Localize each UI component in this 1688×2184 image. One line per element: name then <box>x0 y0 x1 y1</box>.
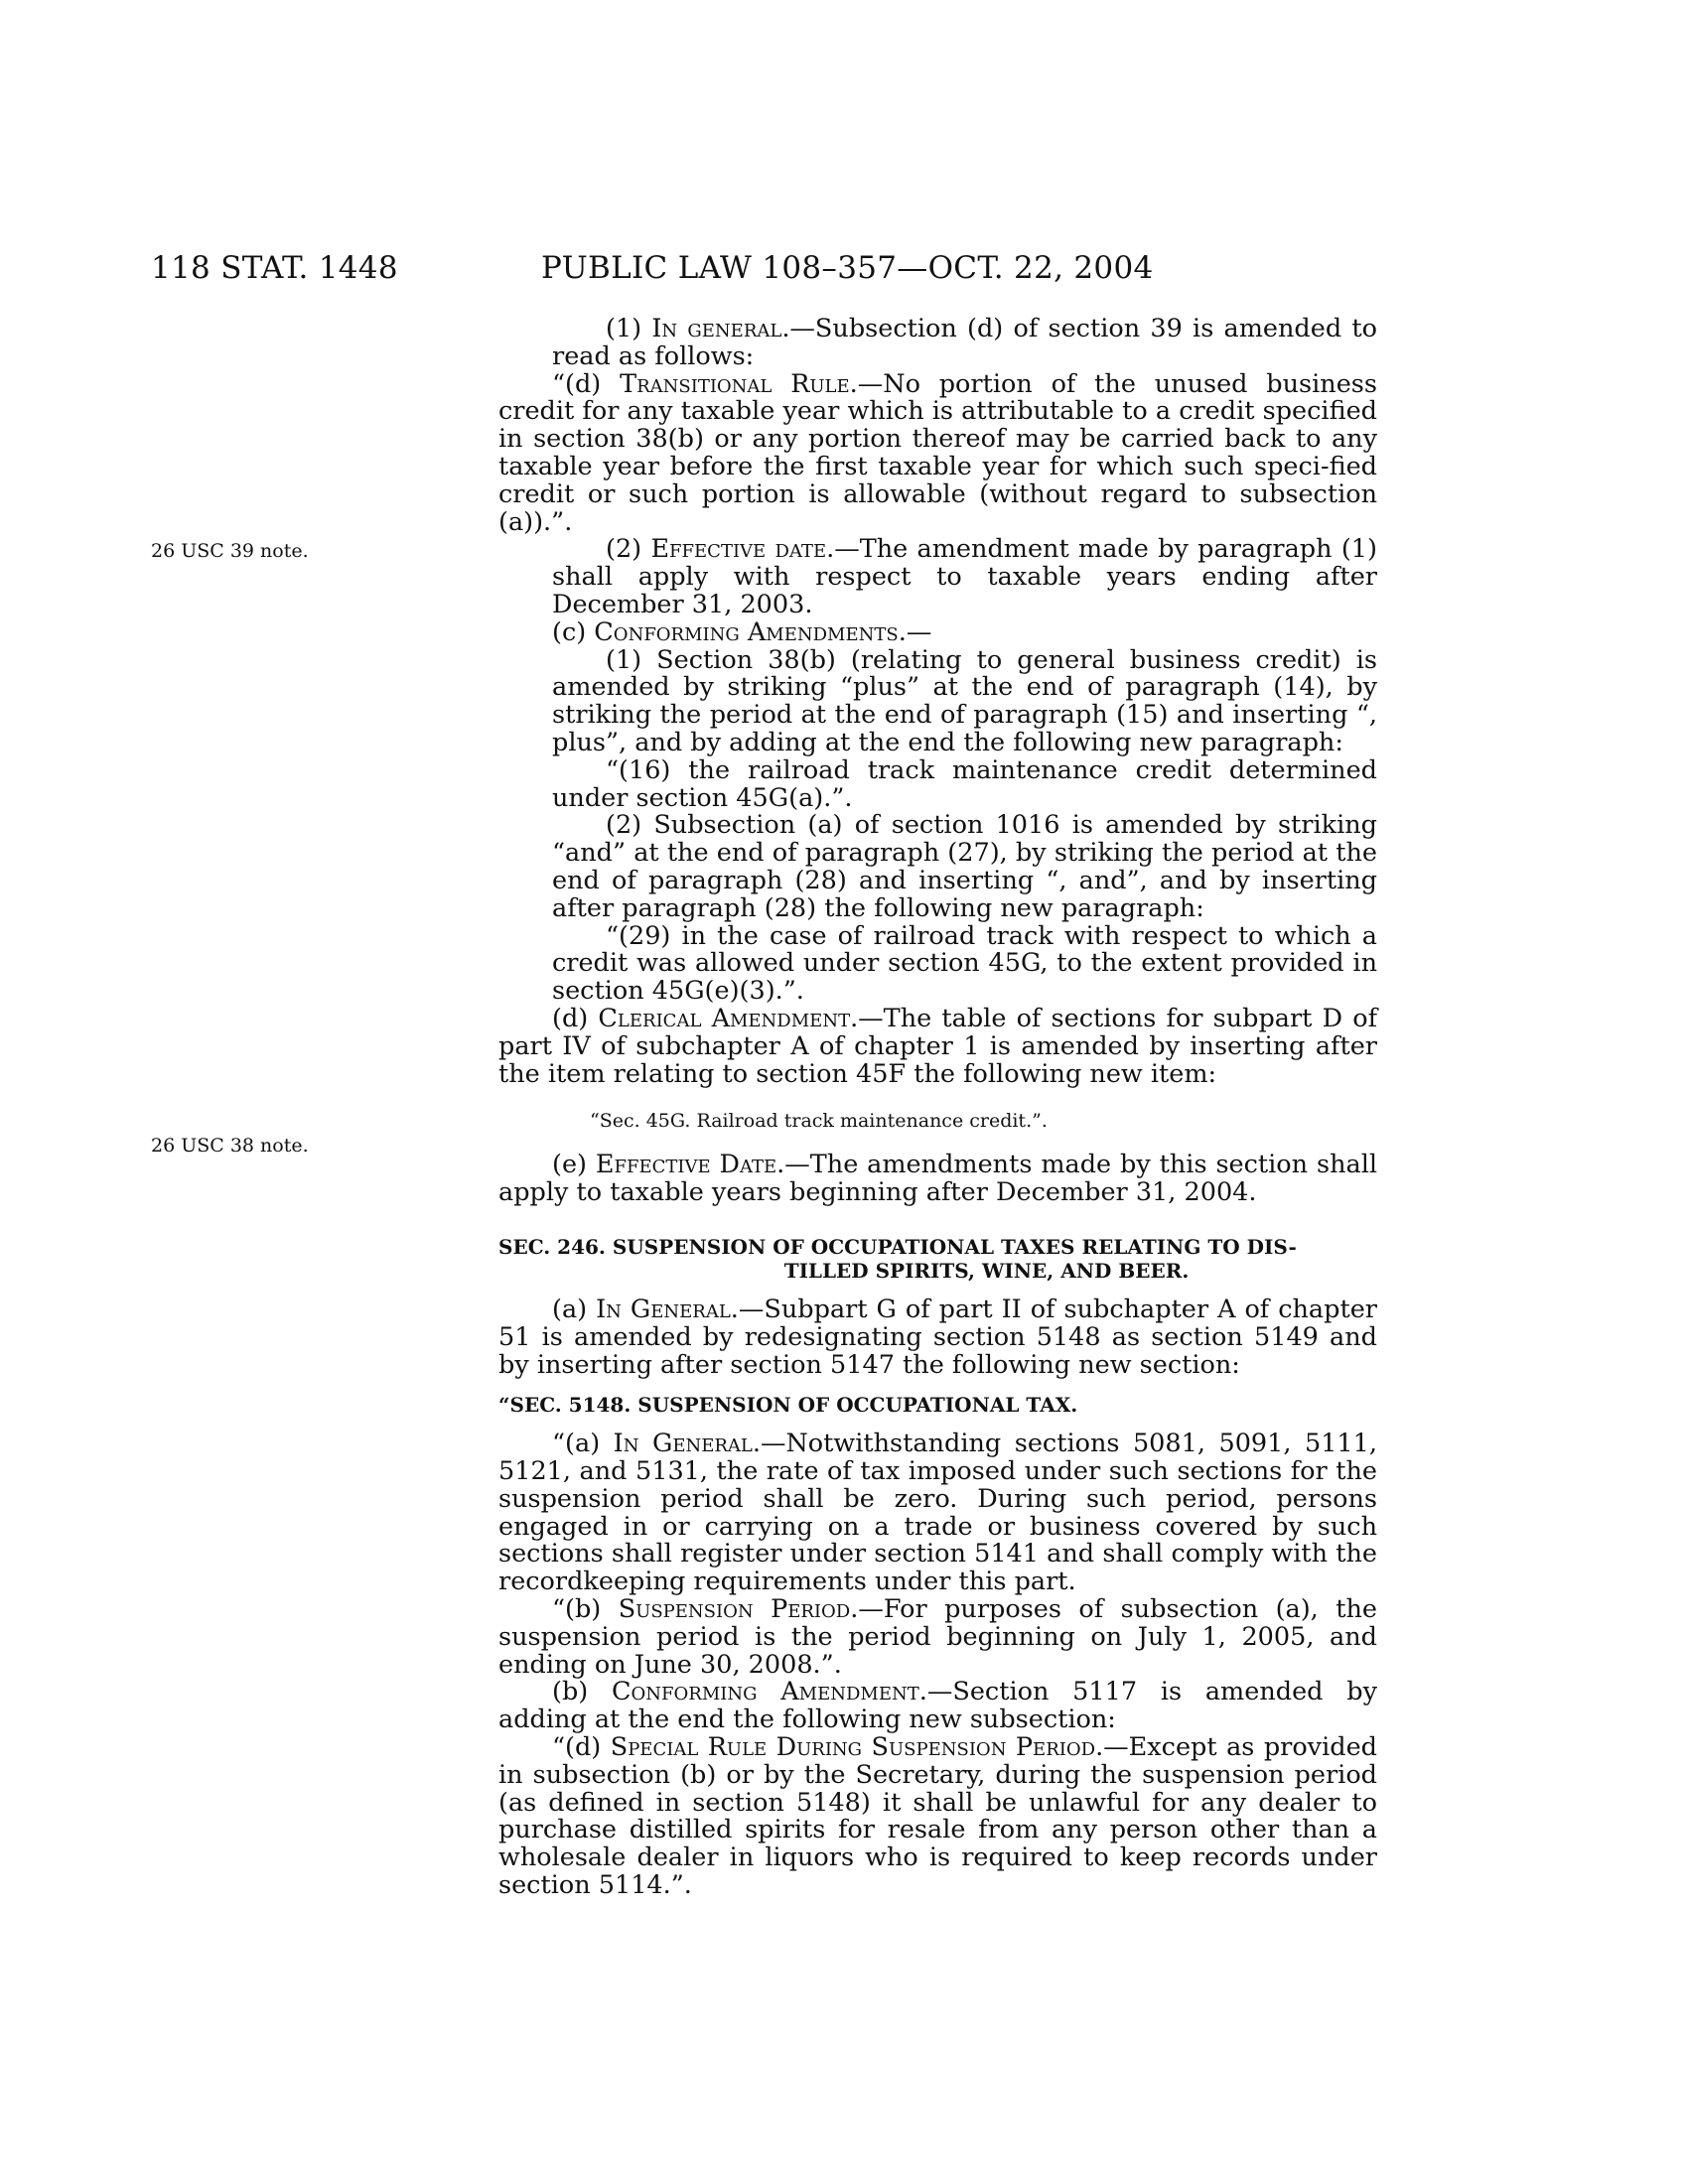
para-1-in-general: (1) In general.—Subsection (d) of section 39 is amended to read as follows: <box>552 314 1377 371</box>
para-c-conforming-amendments: (c) Conforming Amendments.— <box>552 616 932 647</box>
para-c1-section-38b: (1) Section 38(b) (relating to general business credit) is amended by striking “plus” at the end of paragraph (14), by striking the period at the end of paragraph (15) and inserting “, plus”, and by adding at the end the following new paragraph: <box>552 644 1377 757</box>
margin-note-usc-39: 26 USC 39 note. <box>151 540 309 562</box>
table-of-sections-item: “Sec. 45G. Railroad track maintenance credit.”. <box>590 1110 1048 1133</box>
para-2-effective-date: (2) Effective date.—The amendment made by paragraph (1) shall apply with respect to taxable years ending after December 31, 2003. <box>552 534 1377 619</box>
section-246-heading: SEC. 246. SUSPENSION OF OCCUPATIONAL TAXES RELATING TO DIS- TILLED SPIRITS, WINE, AND BEER. <box>498 1234 1297 1283</box>
para-5148a-in-general: “(a) In General.—Notwithstanding sections 5081, 5091, 5111, 5121, and 5131, the rate of tax imposed under such sections for the suspension period shall be zero. During such period, persons engaged in or carrying on a trade or business covered by such sections shall register under section 5141 and shall comply with the recordkeeping requirements under this part. <box>498 1429 1377 1597</box>
para-16-railroad-credit: “(16) the railroad track maintenance credit determined under section 45G(a).”. <box>552 754 1377 813</box>
para-5117d-special-rule: “(d) Special Rule During Suspension Period.—Except as provided in subsection (b) or by the Secretary, during the suspension period (as defined in section 5148) it shall be unlawful for any dealer to purchase distilled spirits for resale from any person other than a wholesale dealer in liquors who is required to keep records under section 5114.”. <box>498 1732 1377 1901</box>
running-header-title: PUBLIC LAW 108–357—OCT. 22, 2004 <box>541 250 1154 286</box>
main-text-column <box>498 316 1377 1900</box>
para-a-in-general-sec246: (a) In General.—Subpart G of part II of subchapter A of chapter 51 is amended by redesignating section 5148 as section 5149 and by inserting after section 5147 the following new section: <box>498 1294 1377 1380</box>
para-5148b-suspension-period: “(b) Suspension Period.—For purposes of subsection (a), the suspension period is the period beginning on July 1, 2005, and ending on June 30, 2008.”. <box>498 1594 1377 1680</box>
para-e-effective-date: (e) Effective Date.—The amendments made by this section shall apply to taxable years beginning after December 31, 2004. <box>498 1150 1377 1208</box>
section-5148-heading: “SEC. 5148. SUSPENSION OF OCCUPATIONAL TAX. <box>498 1393 1078 1418</box>
para-b-conforming-amendment: (b) Conforming Amendment.—Section 5117 is amended by adding at the end the following new subsection: <box>498 1677 1377 1735</box>
margin-note-usc-38: 26 USC 38 note. <box>151 1135 309 1157</box>
para-d-clerical-amendment: (d) Clerical Amendment.—The table of sections for subpart D of part IV of subchapter A of chapter 1 is amended by inserting after the item relating to section 45F the following new item: <box>498 1003 1378 1089</box>
para-c2-section-1016: (2) Subsection (a) of section 1016 is amended by striking “and” at the end of paragraph (27), by striking the period at the end of paragraph (28) and inserting “, and”, and by inserting after paragraph (28) the following new paragraph: <box>552 810 1377 923</box>
page-stat-citation: 118 STAT. 1448 <box>151 250 398 286</box>
para-transitional-rule: “(d) Transitional Rule.—No portion of the unused business credit for any taxable year which is attributable to a credit specified in section 38(b) or any portion thereof may be carried back to any taxable year before the first taxable year for which such speci-fied credit or such portion is allowable (without regard to subsection (a)).”. <box>498 368 1377 537</box>
para-29-railroad-track: “(29) in the case of railroad track with respect to which a credit was allowed under section 45G, to the extent provided in section 45G(e)(3).”. <box>552 920 1377 1007</box>
